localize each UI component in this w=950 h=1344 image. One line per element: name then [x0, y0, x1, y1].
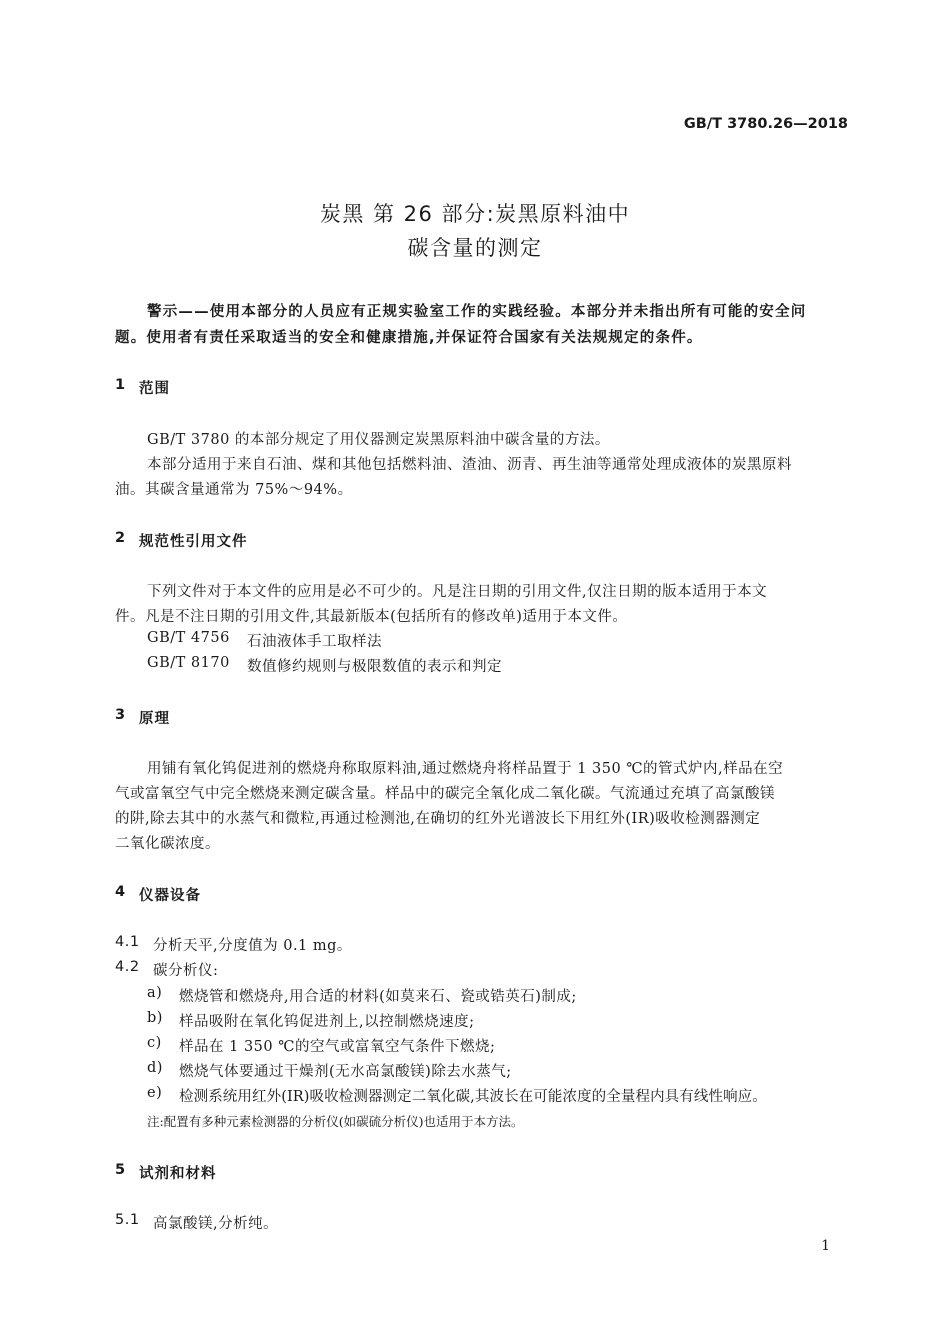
note: 注:配置有多种元素检测器的分析仪(如碳硫分析仪)也适用于本方法。 — [147, 1114, 524, 1129]
warning-line1: 警示——使用本部分的人员应有正规实验室工作的实践经验。本部分并未指出所有可能的安全问 — [147, 304, 807, 320]
section-1-title: 范围 — [139, 381, 170, 397]
clause-4-2-number: 4.2 — [115, 959, 140, 975]
section-4-number: 4 — [115, 884, 127, 900]
list-item-d-label: d) — [147, 1060, 163, 1076]
section-5-number: 5 — [115, 1162, 127, 1178]
standard-code: GB/T 3780.26—2018 — [683, 116, 848, 132]
reference-1-title: 石油液体手工取样法 — [247, 634, 382, 650]
section-2-paragraph-line1: 下列文件对于本文件的应用是必不可少的。凡是注日期的引用文件,仅注日期的版本适用于本文 — [147, 584, 768, 600]
section-1-paragraph-1: GB/T 3780 的本部分规定了用仪器测定炭黑原料油中碳含量的方法。 — [147, 432, 610, 448]
section-1-paragraph-2-line2: 油。其碳含量通常为 75%～94%。 — [115, 482, 353, 498]
clause-5-1-number: 5.1 — [115, 1212, 140, 1228]
list-item-c-label: c) — [147, 1035, 162, 1051]
clause-4-1-text: 分析天平,分度值为 0.1 mg。 — [153, 938, 352, 954]
section-2-title: 规范性引用文件 — [139, 534, 248, 550]
section-3-line3: 的阱,除去其中的水蒸气和微粒,再通过检测池,在确切的红外光谱波长下用红外(IR)吸收检测器测定 — [115, 811, 761, 827]
list-item-b-label: b) — [147, 1010, 163, 1026]
document-title-line2: 碳含量的测定 — [407, 236, 543, 260]
document-title-line1: 炭黑 第 26 部分:炭黑原料油中 — [319, 202, 631, 226]
section-4-title: 仪器设备 — [139, 888, 201, 904]
section-2-paragraph-line2: 件。凡是不注日期的引用文件,其最新版本(包括所有的修改单)适用于本文件。 — [115, 609, 628, 625]
section-2-number: 2 — [115, 530, 127, 546]
clause-4-2-text: 碳分析仪: — [153, 963, 219, 979]
list-item-e-text: 检测系统用红外(IR)吸收检测器测定二氧化碳,其波长在可能浓度的全量程内具有线性响应。 — [179, 1089, 767, 1105]
section-3-line1: 用铺有氧化钨促进剂的燃烧舟称取原料油,通过燃烧舟将样品置于 1 350 ℃的管式炉内,样品在空 — [147, 761, 784, 777]
section-3-line2: 气或富氧空气中完全燃烧来测定碳含量。样品中的碳完全氧化成二氧化碳。气流通过充填了高氯酸镁 — [115, 786, 775, 802]
list-item-a-label: a) — [147, 985, 163, 1001]
section-1-paragraph-2-line1: 本部分适用于来自石油、煤和其他包括燃料油、渣油、沥青、再生油等通常处理成液体的炭黑原料 — [147, 457, 792, 473]
section-3-title: 原理 — [139, 711, 170, 727]
page-number: 1 — [821, 1238, 830, 1254]
section-5-title: 试剂和材料 — [139, 1166, 217, 1182]
reference-2-title: 数值修约规则与极限数值的表示和判定 — [247, 659, 502, 675]
reference-1-code: GB/T 4756 — [147, 630, 230, 646]
list-item-b-text: 样品吸附在氧化钨促进剂上,以控制燃烧速度; — [179, 1014, 475, 1030]
list-item-c-text: 样品在 1 350 ℃的空气或富氧空气条件下燃烧; — [179, 1039, 496, 1055]
list-item-a-text: 燃烧管和燃烧舟,用合适的材料(如莫来石、瓷或锆英石)制成; — [179, 989, 577, 1005]
list-item-e-label: e) — [147, 1085, 163, 1101]
clause-5-1-text: 高氯酸镁,分析纯。 — [153, 1216, 279, 1232]
section-3-line4: 二氧化碳浓度。 — [115, 836, 220, 852]
warning-line2: 题。使用者有责任采取适当的安全和健康措施,并保证符合国家有关法规规定的条件。 — [115, 330, 703, 346]
list-item-d-text: 燃烧气体要通过干燥剂(无水高氯酸镁)除去水蒸气; — [179, 1064, 512, 1080]
reference-2-code: GB/T 8170 — [147, 655, 230, 671]
section-3-number: 3 — [115, 707, 127, 723]
clause-4-1-number: 4.1 — [115, 934, 140, 950]
section-1-number: 1 — [115, 377, 127, 393]
